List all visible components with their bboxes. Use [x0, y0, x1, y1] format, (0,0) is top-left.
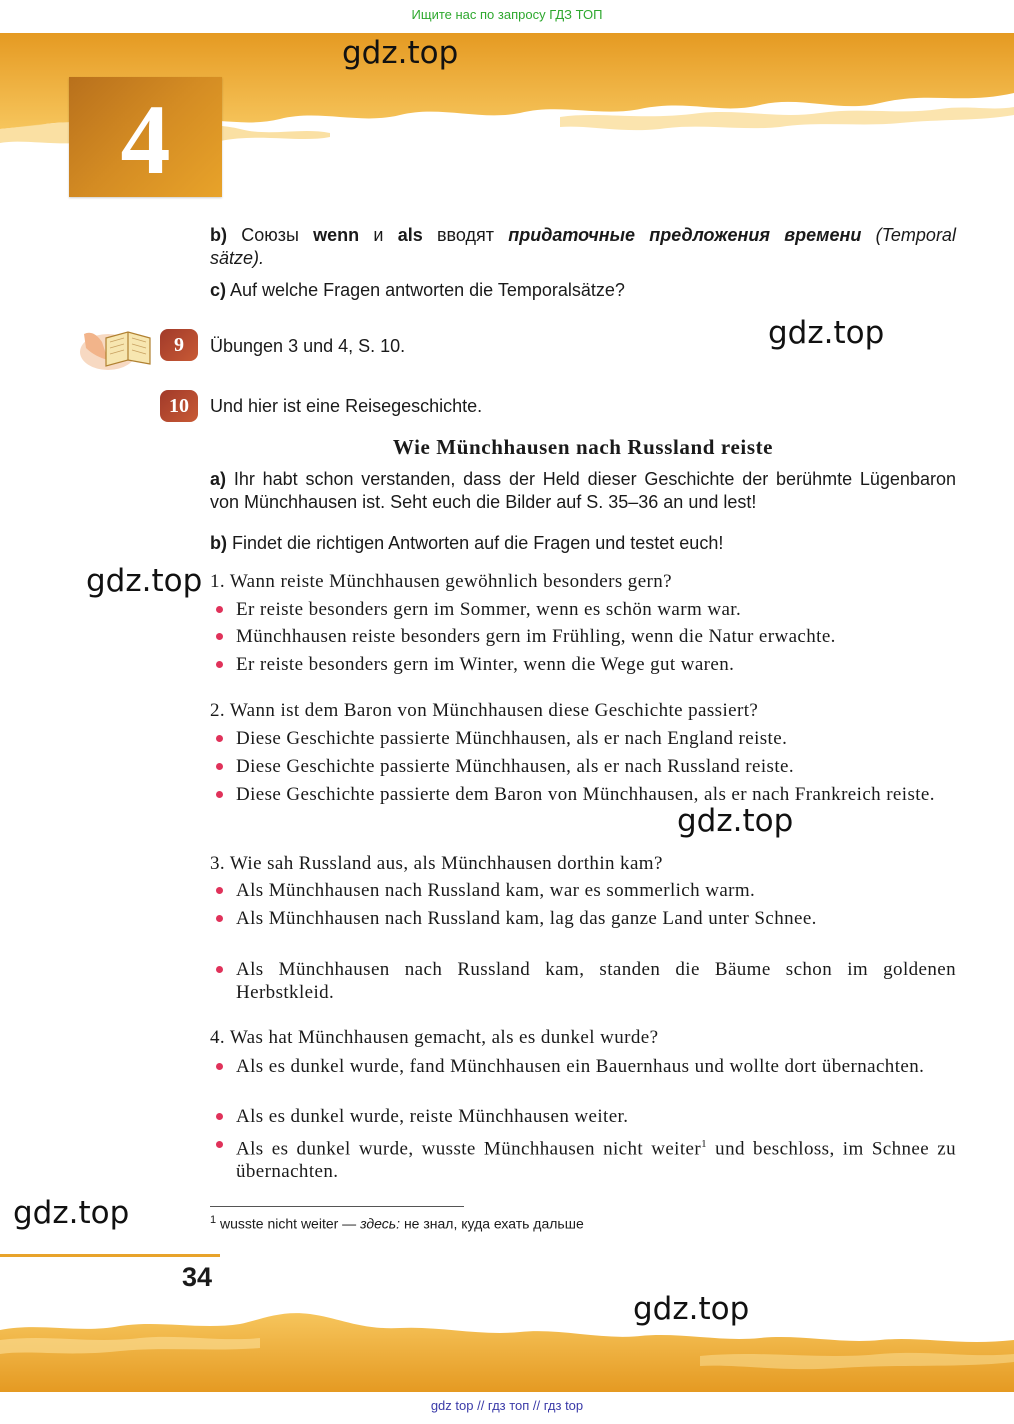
question-4: 4. Was hat Münchhausen gemacht, als es dunkel wurde?	[210, 1027, 659, 1048]
chapter-number: 4	[120, 84, 171, 195]
watermark: gdz.top	[677, 803, 794, 839]
bullet-icon	[216, 791, 223, 798]
question-3: 3. Wie sah Russland aus, als Münchhausen dorthin kam?	[210, 853, 663, 874]
bullet-icon	[216, 915, 223, 922]
bullet-icon	[216, 763, 223, 770]
answer-1-2[interactable]: Münchhausen reiste besonders gern im Frühling, wenn die Natur erwachte.	[216, 625, 956, 648]
paragraph-b-instructions: b) Findet die richtigen Antworten auf die Fragen und testet euch!	[210, 533, 724, 553]
bullet-icon	[216, 633, 223, 640]
answer-1-1[interactable]: Er reiste besonders gern im Sommer, wenn es schön warm war.	[216, 598, 956, 621]
footnote: $^1$ wusste nicht weiter — здесь: не знал, куда ехать дальше	[210, 1214, 584, 1232]
exercise-10-badge: 10	[160, 390, 198, 422]
bullet-icon	[216, 1113, 223, 1120]
watermark: gdz.top	[13, 1195, 130, 1231]
top-search-hint[interactable]: Ищите нас по запросу ГДЗ ТОП	[411, 7, 603, 22]
answer-2-1[interactable]: Diese Geschichte passierte Münchhausen, als er nach England reiste.	[216, 727, 956, 750]
question-1: 1. Wann reiste Münchhausen gewöhnlich besonders gern?	[210, 571, 673, 592]
bullet-icon	[216, 1141, 223, 1148]
bullet-icon	[216, 661, 223, 668]
exercise-9-badge: 9	[160, 329, 198, 361]
page-number-rule	[0, 1254, 220, 1257]
watermark: gdz.top	[633, 1291, 750, 1327]
watermark: gdz.top	[86, 563, 203, 599]
paragraph-b: b) Союзы wenn и als вводят придаточные предложения времени (Temporal	[210, 225, 956, 245]
bullet-icon	[216, 606, 223, 613]
footnote-marker[interactable]: 1	[701, 1138, 708, 1150]
paragraph-b-cont: sätze).	[210, 248, 265, 268]
footnote-divider	[210, 1206, 464, 1207]
bullet-icon	[216, 887, 223, 894]
answer-3-2[interactable]: Als Münchhausen nach Russland kam, lag das ganze Land unter Schnee.	[216, 907, 956, 930]
bullet-icon	[216, 735, 223, 742]
answer-3-1[interactable]: Als Münchhausen nach Russland kam, war es sommerlich warm.	[216, 879, 956, 902]
question-2: 2. Wann ist dem Baron von Münchhausen diese Geschichte passiert?	[210, 700, 759, 721]
paragraph-c: c) Auf welche Fragen antworten die Temporalsätze?	[210, 280, 625, 300]
answer-3-3[interactable]: Als Münchhausen nach Russland kam, standen die Bäume schon im goldenen Herbstkleid.	[216, 958, 956, 1004]
exercise-9-text: Übungen 3 und 4, S. 10.	[210, 336, 406, 356]
paragraph-a: a) Ihr habt schon verstanden, dass der Held dieser Geschichte der berühmte Lügenbaron von Münchhausen ist. Seht euch die Bilder auf S. 35–36 an und lest!	[210, 469, 956, 512]
exercise-10-text: Und hier ist eine Reisegeschichte.	[210, 396, 483, 416]
watermark: gdz.top	[342, 35, 459, 71]
answer-4-2[interactable]: Als es dunkel wurde, reiste Münchhausen weiter.	[216, 1105, 956, 1128]
bottom-links[interactable]: gdz top // гдз топ // гдз top	[430, 1398, 584, 1413]
answer-4-3[interactable]: Als es dunkel wurde, wusste Münchhausen nicht weiter$^1$ und beschloss, im Schnee zu übernachten.	[216, 1133, 956, 1183]
page-number: 34	[182, 1262, 213, 1292]
answer-1-3[interactable]: Er reiste besonders gern im Winter, wenn die Wege gut waren.	[216, 653, 956, 676]
book-hand-icon	[78, 320, 158, 374]
watermark: gdz.top	[768, 315, 885, 351]
chapter-number-box	[69, 77, 222, 197]
story-title: Wie Münchhausen nach Russland reiste	[392, 435, 774, 459]
answer-2-3[interactable]: Diese Geschichte passierte dem Baron von Münchhausen, als er nach Frankreich reiste.	[216, 783, 956, 806]
bullet-icon	[216, 966, 223, 973]
bullet-icon	[216, 1063, 223, 1070]
footer-banner	[0, 1300, 1014, 1392]
answer-4-1[interactable]: Als es dunkel wurde, fand Münchhausen ein Bauernhaus und wollte dort übernachten.	[216, 1055, 956, 1078]
answer-2-2[interactable]: Diese Geschichte passierte Münchhausen, als er nach Russland reiste.	[216, 755, 956, 778]
